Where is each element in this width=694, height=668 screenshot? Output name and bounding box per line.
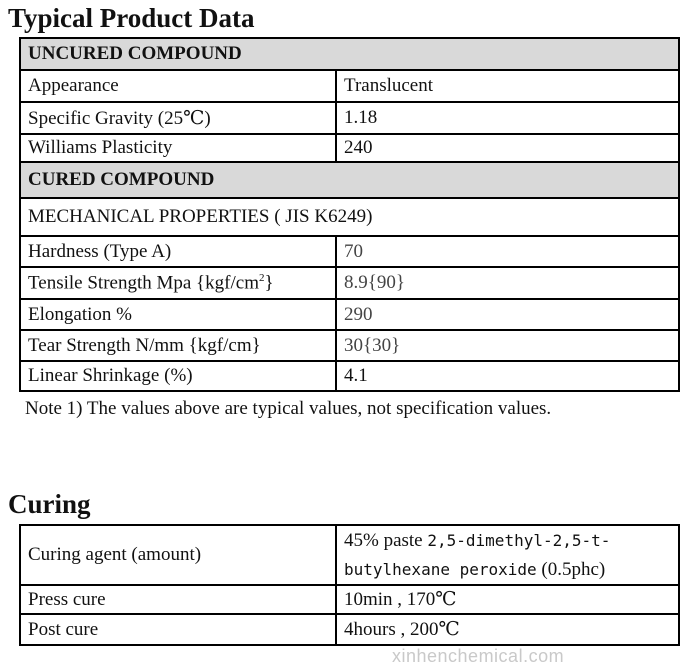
press-cure-label: Press cure [20, 585, 336, 614]
mechanical-properties-subheader: MECHANICAL PROPERTIES ( JIS K6249) [20, 198, 679, 236]
tensile-strength-value: 8.9{90} [336, 267, 679, 299]
post-cure-label: Post cure [20, 614, 336, 645]
press-cure-value: 10min , 170℃ [336, 585, 679, 614]
hardness-value: 70 [336, 236, 679, 267]
tensile-strength-label [20, 267, 336, 299]
curing-agent-value [336, 525, 679, 585]
williams-plasticity-value: 240 [336, 134, 679, 162]
curing-table [19, 524, 680, 646]
specific-gravity-label: Specific Gravity (25℃) [20, 102, 336, 134]
elongation-label: Elongation % [20, 299, 336, 330]
uncured-section-header: UNCURED COMPOUND [20, 38, 679, 70]
cured-section-header: CURED COMPOUND [20, 162, 679, 198]
curing-agent-chemical-part1: 2,5-dimethyl-2,5-t- [427, 531, 611, 550]
curing-agent-value-part1: 45% paste [344, 530, 428, 551]
page-title: Typical Product Data [8, 3, 255, 33]
tear-strength-value: 30{30} [336, 330, 679, 361]
product-data-table [19, 37, 680, 392]
curing-agent-chemical-part2: butylhexane peroxide [344, 560, 537, 579]
watermark: xinhenchemical.com [392, 646, 565, 666]
specific-gravity-value: 1.18 [336, 102, 679, 134]
linear-shrinkage-label: Linear Shrinkage (%) [20, 361, 336, 391]
post-cure-value: 4hours , 200℃ [336, 614, 679, 645]
typical-values-note: Note 1) The values above are typical values, not specification values. [25, 398, 552, 419]
appearance-label: Appearance [20, 70, 336, 102]
hardness-label: Hardness (Type A) [20, 236, 336, 267]
curing-agent-label: Curing agent (amount) [20, 525, 336, 585]
curing-title: Curing [8, 489, 91, 519]
appearance-value: Translucent [336, 70, 679, 102]
linear-shrinkage-value: 4.1 [336, 361, 679, 391]
tear-strength-label: Tear Strength N/mm {kgf/cm} [20, 330, 336, 361]
tensile-strength-label-main: Tensile Strength Mpa {kgf/cm [28, 272, 259, 294]
tensile-strength-label-superscript: 2 [259, 271, 265, 284]
tensile-strength-label-end: } [264, 272, 274, 294]
williams-plasticity-label: Williams Plasticity [20, 134, 336, 162]
elongation-value: 290 [336, 299, 679, 330]
curing-agent-amount: (0.5phc) [536, 559, 606, 580]
